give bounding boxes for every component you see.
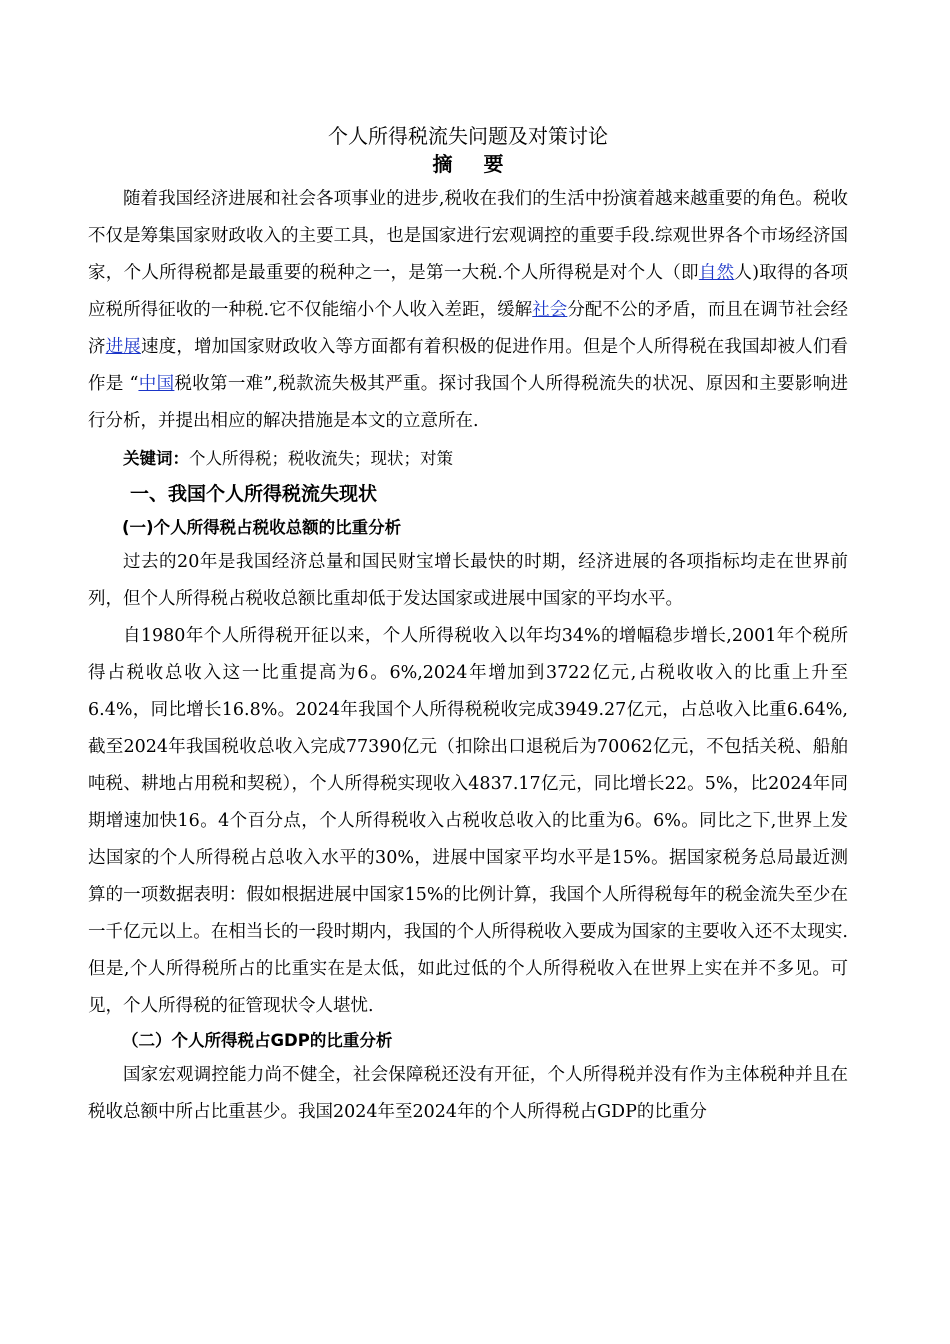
abstract-text: 随着我国经济进展和社会各项事业的进步,税收在我们的生活中扮演着越来越重要的角色。税收不仅是筹集国家财政收入的主要工具，也是国家进行宏观调控的重要手段.综观世界各个市场经济国家，个人所得税都是最重要的税种之一，是第一大税.个人所得税是对个人（即 — [88, 189, 848, 283]
abstract-paragraph — [88, 181, 848, 440]
body-paragraph: 过去的20年是我国经济总量和国民财宝增长最快的时期，经济进展的各项指标均走在世界前列，但个人所得税占税收总额比重却低于发达国家或进展中国家的平均水平。 — [88, 552, 848, 609]
abstract-text: 分配不公的矛盾，而且在调节社会经济 — [88, 300, 849, 357]
document-title: 个人所得税流失问题及对策讨论 — [328, 124, 608, 148]
abstract-text: 速度，增加国家财政收入等方面都有着积极的促进作用。但是个人所得税在我国却被人们看作是 “ — [88, 337, 849, 394]
subsection-heading: （二）个人所得税占GDP的比重分析 — [122, 1031, 393, 1050]
body-paragraph: 国家宏观调控能力尚不健全，社会保障税还没有开征，个人所得税并没有作为主体税种并且在税收总额中所占比重甚少。我国2024年至2024年的个人所得税占GDP的比重分 — [88, 1065, 848, 1122]
section-heading: 一、我国个人所得税流失现状 — [130, 483, 378, 505]
link-shehui[interactable]: 社会 — [532, 300, 568, 320]
body-paragraph: 自1980年个人所得税开征以来，个人所得税收入以年均34%的增幅稳步增长,2001年个税所得占税收总收入这一比重提高为6。6%,2024年增加到3722亿元,占税收收入的比重上升至6.4%，同比增长16.8%。2024年我国个人所得税税收完成3949.27亿元，占总收入比重6.64%,截至2024年我国税收总收入完成77390亿元（扣除出口退税后为70062亿元，不包括关税、船舶吨税、耕地占用税和契税），个人所得税实现收入4837.17亿元，同比增长22。5%，比2024年同期增速加快16。4个百分点，个人所得税收入占税收总收入的比重为6。6%。同比之下,世界上发达国家的个人所得税占总收入水平的30%，进展中国家平均水平是15%。据国家税务总局最近测算的一项数据表明：假如根据进展中国家15%的比例计算，我国个人所得税每年的税金流失至少在一千亿元以上。在相当长的一段时期内，我国的个人所得税收入要成为国家的主要收入还不太现实.但是,个人所得税所占的比重实在是太低，如此过低的个人所得税收入在世界上实在并不多见。可见，个人所得税的征管现状令人堪忧. — [88, 626, 848, 1016]
keywords-text: 个人所得税；税收流失；现状；对策 — [189, 449, 453, 468]
keywords-label: 关键词： — [123, 449, 189, 468]
abstract-text: 税收第一难”,税款流失极其严重。探讨我国个人所得税流失的状况、原因和主要影响进行分析，并提出相应的解决措施是本文的立意所在. — [88, 374, 849, 431]
abstract-text: 人)取得的各项应税所得征收的一种税.它不仅能缩小个人收入差距，缓解 — [88, 263, 849, 320]
subsection-heading: (一)个人所得税占税收总额的比重分析 — [122, 518, 402, 537]
link-zhongguo[interactable]: 中国 — [138, 374, 175, 394]
keywords-line — [88, 442, 848, 476]
document-page — [88, 121, 848, 1131]
link-ziran[interactable]: 自然 — [698, 263, 735, 283]
abstract-heading: 摘 要 — [432, 152, 516, 176]
link-jinzhan[interactable]: 进展 — [105, 337, 142, 357]
